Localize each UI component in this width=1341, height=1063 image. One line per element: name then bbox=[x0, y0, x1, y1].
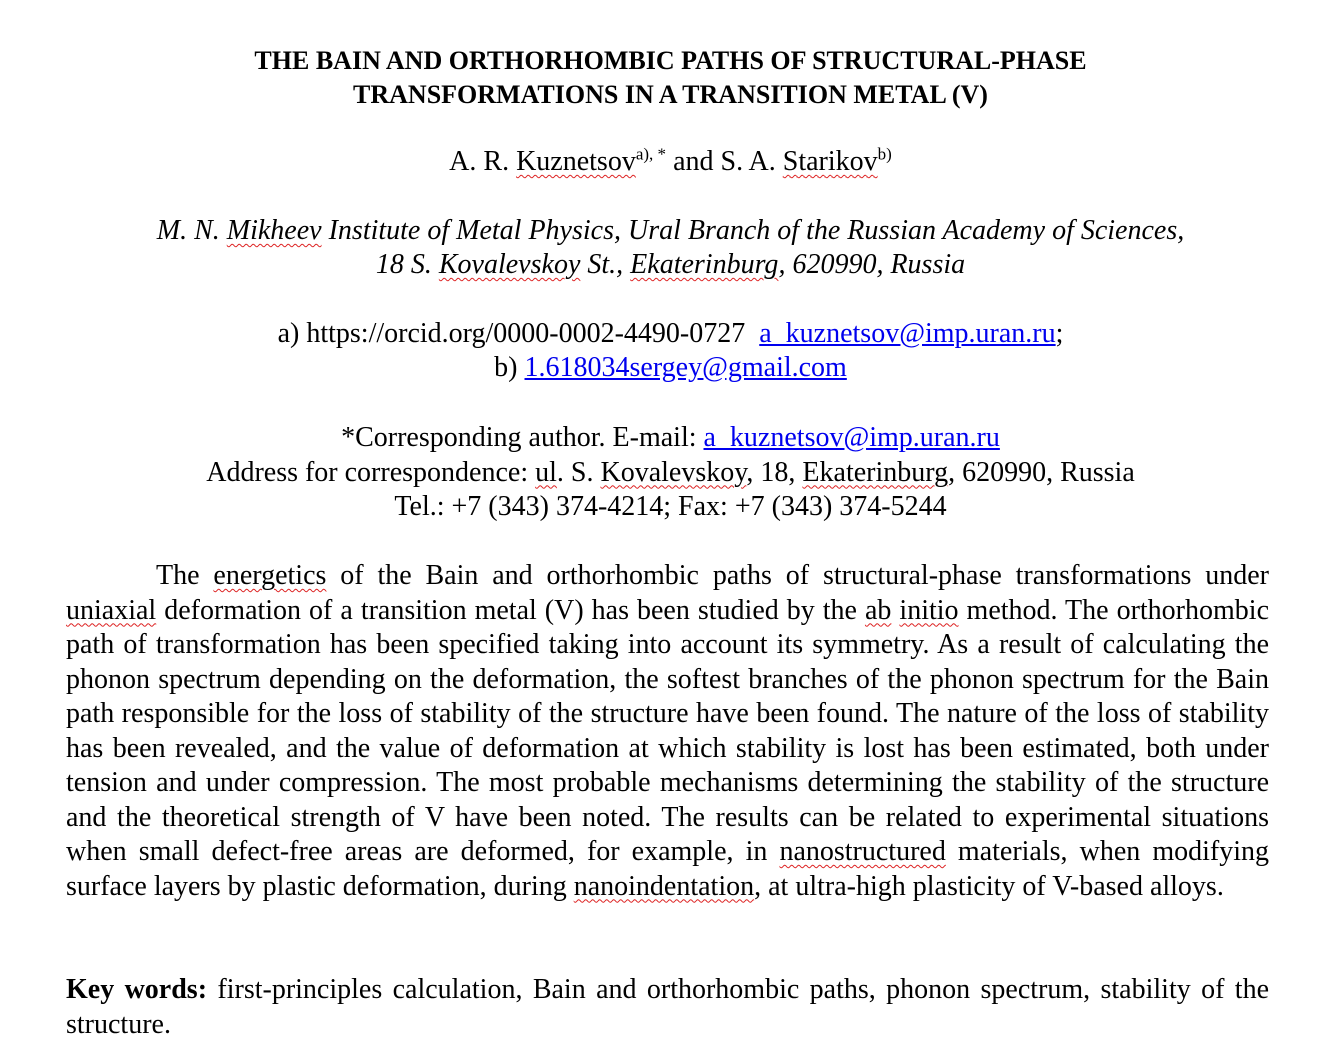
author-2-surname: Starikov bbox=[782, 146, 878, 177]
author-connector: and S. A. bbox=[666, 146, 783, 177]
correspondence-block bbox=[0, 421, 1341, 525]
author-1-initials: A. R. bbox=[449, 146, 517, 177]
keywords-paragraph bbox=[66, 973, 1269, 1042]
title-line-1: THE BAIN AND ORTHORHOMBIC PATHS OF STRUCTURAL-PHASE bbox=[254, 46, 1087, 75]
affiliation-line-2: 18 S. Kovalevskoy St., Ekaterinburg, 620990, Russia bbox=[375, 249, 966, 280]
keywords-label: Key words: bbox=[66, 974, 208, 1005]
email-link-b[interactable]: 1.618034sergey@gmail.com bbox=[524, 352, 847, 383]
corresponding-author-line: *Corresponding author. E-mail: a_kuznetsov@imp.uran.ru bbox=[341, 422, 1000, 453]
abstract-paragraph: The energetics of the Bain and orthorhombic paths of structural-phase transformations under uniaxial deformation of a transition metal (V) has been studied by the ab initio method. The orthorhombic path of transformation has been specified taking into account its symmetry. As a result of calculating the phonon spectrum depending on the deformation, the softest branches of the phonon spectrum for the Bain path responsible for the loss of stability of the structure have been found. The nature of the loss of stability has been revealed, and the value of deformation at which stability is lost has been estimated, both under tension and under compression. The most probable mechanisms determining the stability of the structure and the theoretical strength of V have been noted. The results can be related to experimental situations when small defect-free areas are deformed, for example, in nanostructured materials, when modifying surface layers by plastic deformation, during nanoindentation, at ultra-high plasticity of V-based alloys. bbox=[66, 560, 1270, 902]
phone-fax-line: Tel.: +7 (343) 374-4214; Fax: +7 (343) 374-5244 bbox=[394, 491, 947, 522]
keywords-text: first-principles calculation, Bain and orthorhombic paths, phonon spectrum, stability of the structure. bbox=[66, 974, 1269, 1040]
identifier-a: a) https://orcid.org/0000-0002-4490-0727 a_kuznetsov@imp.uran.ru; bbox=[277, 318, 1064, 349]
affiliation bbox=[0, 214, 1341, 282]
identifier-b: b) 1.618034sergey@gmail.com bbox=[494, 352, 847, 383]
author-1-surname: Kuznetsov bbox=[516, 146, 636, 177]
title-line-2: TRANSFORMATIONS IN A TRANSITION METAL (V) bbox=[353, 80, 988, 109]
author-2-superscript: b) bbox=[877, 144, 892, 164]
author-1-superscript: a), * bbox=[635, 144, 667, 164]
address-line: Address for correspondence: ul. S. Kovalevskoy, 18, Ekaterinburg, 620990, Russia bbox=[206, 456, 1135, 488]
email-link-a[interactable]: a_kuznetsov@imp.uran.ru bbox=[759, 318, 1056, 349]
affiliation-line-1: M. N. Mikheev Institute of Metal Physics, Ural Branch of the Russian Academy of Sciences, bbox=[156, 215, 1185, 246]
corresponding-email-link[interactable]: a_kuznetsov@imp.uran.ru bbox=[703, 422, 1000, 453]
paper-title bbox=[0, 44, 1341, 112]
author-identifiers bbox=[0, 317, 1341, 385]
author-list bbox=[0, 145, 1341, 179]
